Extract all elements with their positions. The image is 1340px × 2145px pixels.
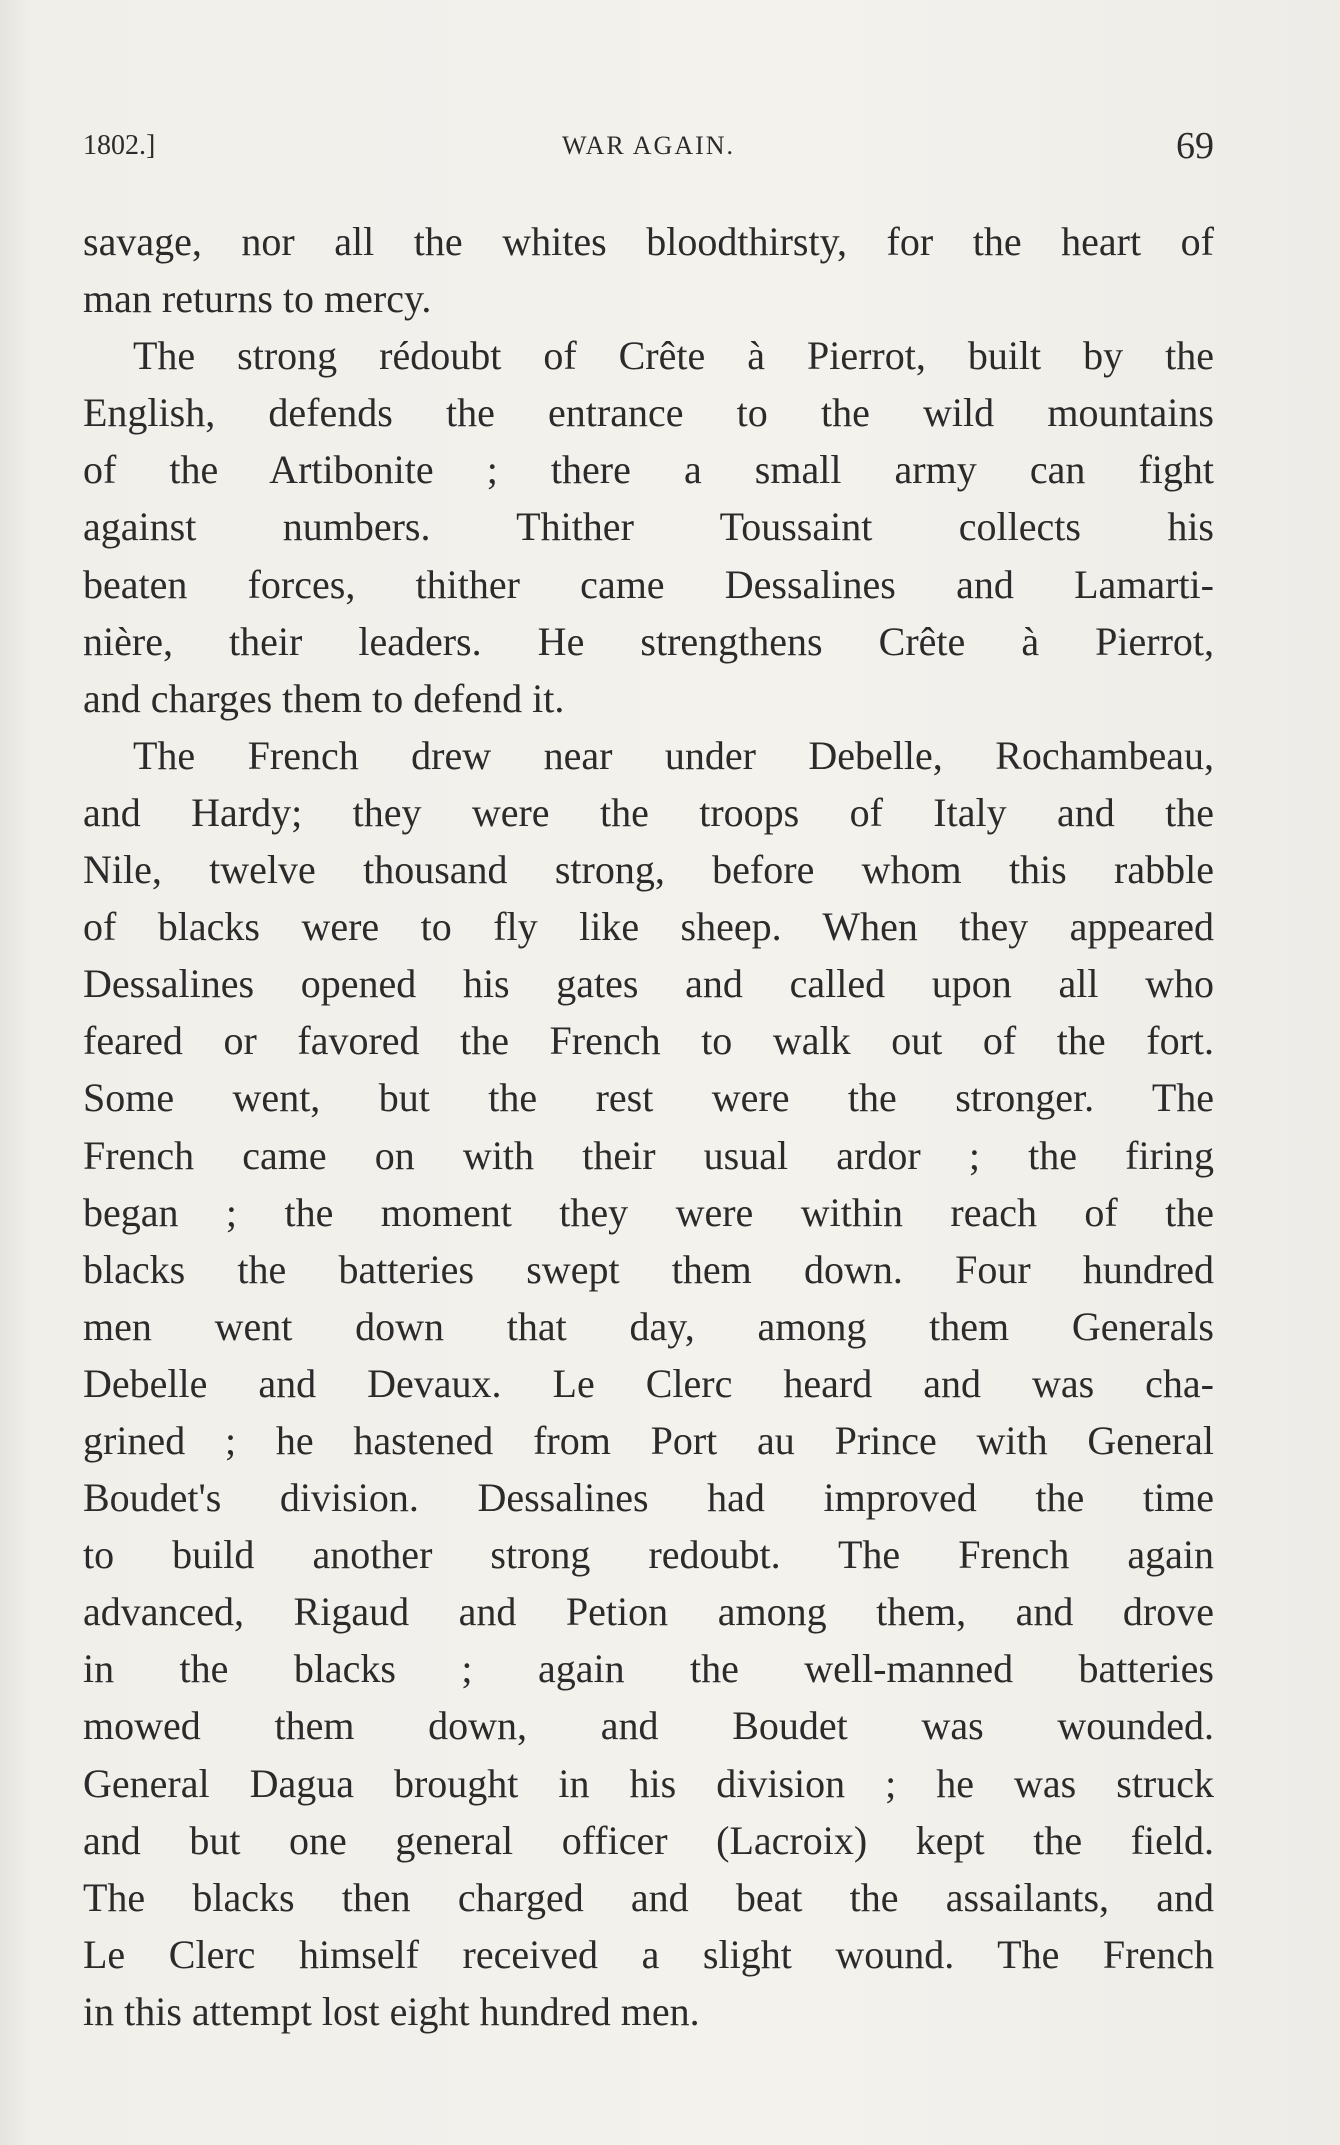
text-line: Debelle and Devaux. Le Clerc heard and was cha- — [83, 1360, 1214, 1406]
text-line: advanced, Rigaud and Petion among them, and drove — [83, 1589, 1214, 1635]
text-line: of the Artibonite ; there a small army can fight — [83, 447, 1214, 493]
text-line: English, defends the entrance to the wild mountains — [83, 390, 1214, 436]
text-line: nière, their leaders. He strengthens Crête à Pierrot, — [83, 618, 1214, 664]
text-line: began ; the moment they were within reach of the — [83, 1189, 1214, 1235]
text-line: Nile, twelve thousand strong, before whom this rabble — [83, 847, 1214, 893]
text-line: General Dagua brought in his division ; he was struck — [83, 1760, 1214, 1806]
text-line: The French drew near under Debelle, Rochambeau, — [133, 732, 1214, 778]
text-line: feared or favored the French to walk out of the fort. — [83, 1018, 1214, 1064]
text-line: man returns to mercy. — [83, 276, 432, 322]
running-header-title: WAR AGAIN. — [561, 131, 736, 160]
text-line: Some went, but the rest were the stronger. The — [83, 1075, 1214, 1121]
text-line: savage, nor all the whites bloodthirsty, for the heart of — [83, 219, 1214, 264]
text-line: Dessalines opened his gates and called upon all who — [83, 961, 1214, 1007]
text-line: blacks the batteries swept them down. Four hundred — [83, 1246, 1214, 1292]
running-header-year: 1802.] — [83, 130, 156, 161]
text-line: beaten forces, thither came Dessalines and Lamarti- — [83, 561, 1214, 607]
text-line: to build another strong redoubt. The French again — [83, 1532, 1214, 1578]
text-line: French came on with their usual ardor ; the firing — [83, 1132, 1214, 1178]
text-line: and charges them to defend it. — [83, 675, 565, 721]
text-line: mowed them down, and Boudet was wounded. — [83, 1703, 1214, 1749]
text-line: and but one general officer (Lacroix) kept the field. — [83, 1817, 1214, 1863]
text-line: in the blacks ; again the well-manned batteries — [83, 1646, 1214, 1692]
text-line: Le Clerc himself received a slight wound. The French — [83, 1931, 1214, 1977]
text-line: The blacks then charged and beat the assailants, and — [83, 1874, 1214, 1920]
text-line: of blacks were to fly like sheep. When they appeared — [83, 904, 1214, 950]
text-line: The strong rédoubt of Crête à Pierrot, built by the — [133, 333, 1214, 379]
text-line: in this attempt lost eight hundred men. — [83, 1988, 700, 2034]
text-line: Boudet's division. Dessalines had improved the time — [83, 1475, 1214, 1521]
text-line: and Hardy; they were the troops of Italy and the — [83, 789, 1214, 835]
page-number: 69 — [1176, 125, 1214, 167]
text-line: against numbers. Thither Toussaint collects his — [83, 504, 1214, 550]
body-text — [83, 213, 1214, 2040]
text-line: men went down that day, among them Generals — [83, 1303, 1214, 1349]
text-line: grined ; he hastened from Port au Prince with General — [83, 1417, 1214, 1463]
